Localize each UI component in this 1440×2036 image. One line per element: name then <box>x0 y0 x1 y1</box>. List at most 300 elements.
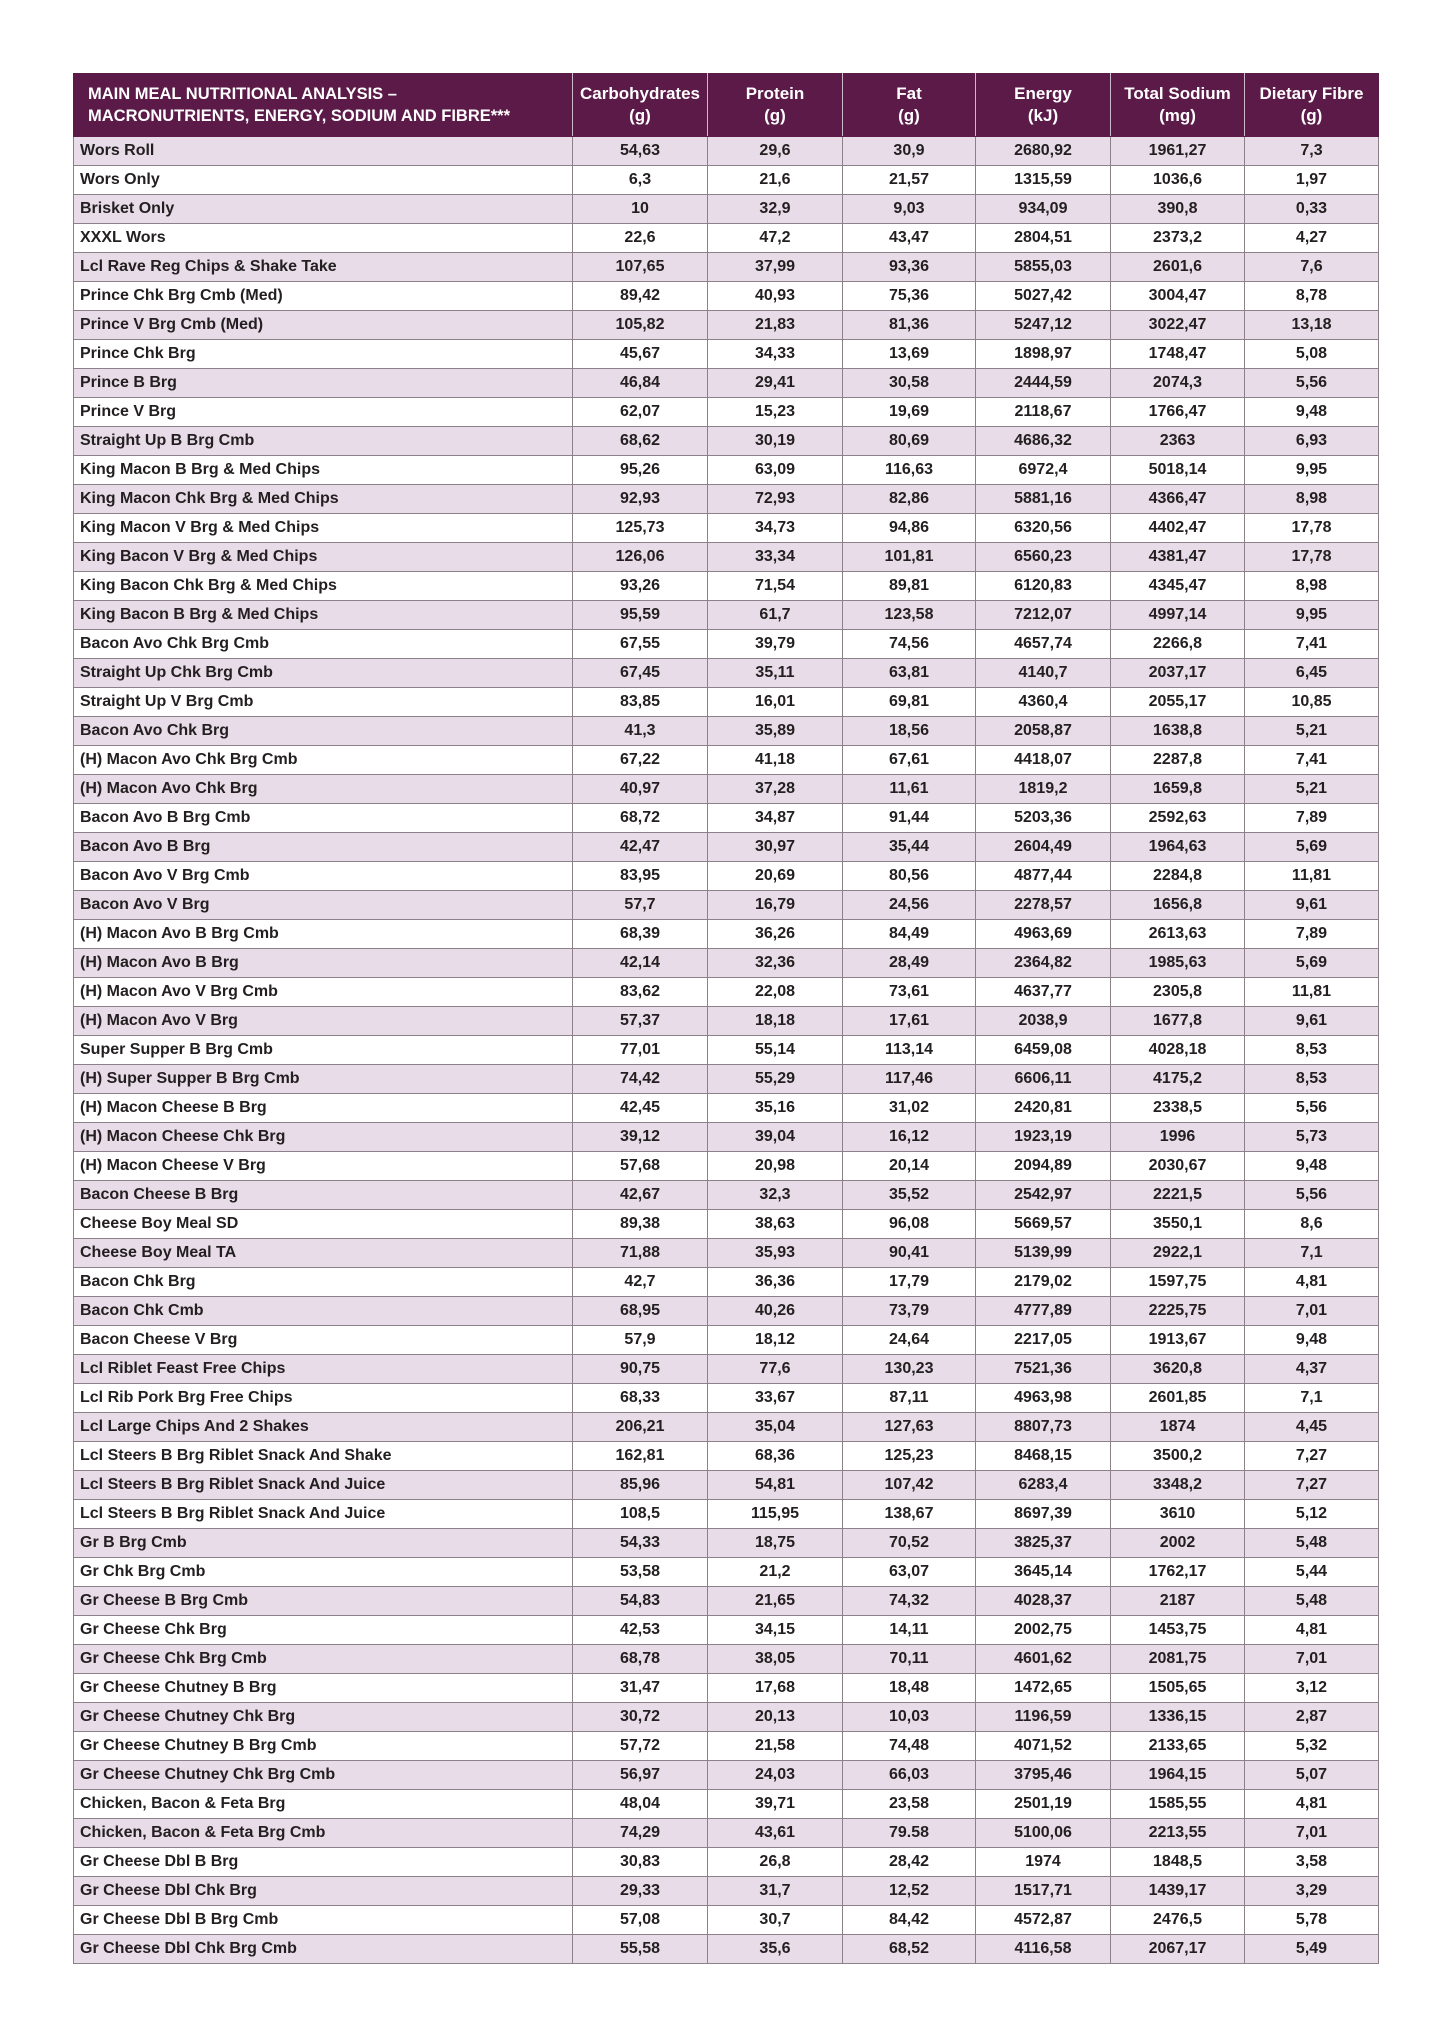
energy-cell: 2118,67 <box>976 398 1111 427</box>
carbohydrates-cell: 41,3 <box>573 717 708 746</box>
item-name-cell: Lcl Riblet Feast Free Chips <box>74 1355 573 1384</box>
item-name-cell: King Macon V Brg & Med Chips <box>74 514 573 543</box>
protein-cell: 32,3 <box>708 1181 843 1210</box>
table-row <box>74 1529 1379 1558</box>
dietary-fibre-cell: 17,78 <box>1245 543 1379 572</box>
energy-cell: 2420,81 <box>976 1094 1111 1123</box>
table-row <box>74 456 1379 485</box>
total-sodium-cell: 3022,47 <box>1111 311 1245 340</box>
fat-cell: 81,36 <box>843 311 976 340</box>
fat-cell: 19,69 <box>843 398 976 427</box>
item-name-cell: Brisket Only <box>74 195 573 224</box>
protein-cell: 21,83 <box>708 311 843 340</box>
fat-cell: 35,52 <box>843 1181 976 1210</box>
fat-cell: 123,58 <box>843 601 976 630</box>
item-name-cell: Gr Cheese Chk Brg <box>74 1616 573 1645</box>
energy-cell: 4877,44 <box>976 862 1111 891</box>
table-row <box>74 398 1379 427</box>
table-row <box>74 1384 1379 1413</box>
fat-cell: 21,57 <box>843 166 976 195</box>
protein-cell: 33,67 <box>708 1384 843 1413</box>
table-row <box>74 1587 1379 1616</box>
protein-cell: 47,2 <box>708 224 843 253</box>
carbohydrates-cell: 68,39 <box>573 920 708 949</box>
item-name-cell: Gr Cheese Chutney Chk Brg <box>74 1703 573 1732</box>
dietary-fibre-cell: 7,1 <box>1245 1384 1379 1413</box>
carbohydrates-cell: 42,14 <box>573 949 708 978</box>
item-name-cell: Bacon Chk Brg <box>74 1268 573 1297</box>
fat-cell: 31,02 <box>843 1094 976 1123</box>
item-name-cell: Gr Cheese Chk Brg Cmb <box>74 1645 573 1674</box>
protein-cell: 16,79 <box>708 891 843 920</box>
protein-cell: 38,05 <box>708 1645 843 1674</box>
fat-cell: 70,52 <box>843 1529 976 1558</box>
energy-cell: 7212,07 <box>976 601 1111 630</box>
fat-cell: 63,81 <box>843 659 976 688</box>
item-name-cell: (H) Macon Cheese B Brg <box>74 1094 573 1123</box>
carbohydrates-cell: 162,81 <box>573 1442 708 1471</box>
item-name-cell: Gr Cheese B Brg Cmb <box>74 1587 573 1616</box>
protein-cell: 35,16 <box>708 1094 843 1123</box>
protein-cell: 38,63 <box>708 1210 843 1239</box>
dietary-fibre-cell: 8,98 <box>1245 572 1379 601</box>
protein-cell: 32,9 <box>708 195 843 224</box>
item-name-cell: Straight Up Chk Brg Cmb <box>74 659 573 688</box>
table-row <box>74 1935 1379 1964</box>
table-row <box>74 485 1379 514</box>
fat-cell: 84,42 <box>843 1906 976 1935</box>
carbohydrates-cell: 42,45 <box>573 1094 708 1123</box>
energy-cell: 2364,82 <box>976 949 1111 978</box>
dietary-fibre-cell: 0,33 <box>1245 195 1379 224</box>
total-sodium-cell: 1874 <box>1111 1413 1245 1442</box>
dietary-fibre-cell: 9,48 <box>1245 1326 1379 1355</box>
fat-cell: 74,56 <box>843 630 976 659</box>
column-header-energy <box>976 74 1111 137</box>
dietary-fibre-cell: 11,81 <box>1245 862 1379 891</box>
fat-cell: 73,79 <box>843 1297 976 1326</box>
table-row <box>74 630 1379 659</box>
total-sodium-cell: 4345,47 <box>1111 572 1245 601</box>
energy-cell: 1819,2 <box>976 775 1111 804</box>
dietary-fibre-cell: 5,07 <box>1245 1761 1379 1790</box>
table-row <box>74 369 1379 398</box>
protein-cell: 21,2 <box>708 1558 843 1587</box>
energy-cell: 4657,74 <box>976 630 1111 659</box>
carbohydrates-cell: 48,04 <box>573 1790 708 1819</box>
carbohydrates-cell: 93,26 <box>573 572 708 601</box>
fat-cell: 113,14 <box>843 1036 976 1065</box>
energy-cell: 2680,92 <box>976 137 1111 166</box>
fat-cell: 66,03 <box>843 1761 976 1790</box>
carbohydrates-cell: 95,59 <box>573 601 708 630</box>
item-name-cell: Wors Roll <box>74 137 573 166</box>
energy-cell: 5247,12 <box>976 311 1111 340</box>
fat-cell: 93,36 <box>843 253 976 282</box>
item-name-cell: Straight Up B Brg Cmb <box>74 427 573 456</box>
fat-cell: 107,42 <box>843 1471 976 1500</box>
fat-cell: 116,63 <box>843 456 976 485</box>
protein-cell: 30,19 <box>708 427 843 456</box>
item-name-cell: Bacon Avo Chk Brg Cmb <box>74 630 573 659</box>
dietary-fibre-cell: 5,21 <box>1245 775 1379 804</box>
item-name-cell: Bacon Cheese V Brg <box>74 1326 573 1355</box>
dietary-fibre-cell: 5,56 <box>1245 1181 1379 1210</box>
item-name-cell: King Macon B Brg & Med Chips <box>74 456 573 485</box>
energy-cell: 3645,14 <box>976 1558 1111 1587</box>
item-name-cell: King Bacon B Brg & Med Chips <box>74 601 573 630</box>
carbohydrates-cell: 126,06 <box>573 543 708 572</box>
fat-cell: 28,42 <box>843 1848 976 1877</box>
dietary-fibre-cell: 7,01 <box>1245 1819 1379 1848</box>
fat-cell: 79.58 <box>843 1819 976 1848</box>
fat-cell: 80,56 <box>843 862 976 891</box>
total-sodium-cell: 2284,8 <box>1111 862 1245 891</box>
fat-cell: 125,23 <box>843 1442 976 1471</box>
carbohydrates-cell: 90,75 <box>573 1355 708 1384</box>
dietary-fibre-cell: 7,27 <box>1245 1471 1379 1500</box>
table-row <box>74 1413 1379 1442</box>
carbohydrates-cell: 89,38 <box>573 1210 708 1239</box>
fat-cell: 20,14 <box>843 1152 976 1181</box>
dietary-fibre-cell: 2,87 <box>1245 1703 1379 1732</box>
dietary-fibre-cell: 6,93 <box>1245 427 1379 456</box>
table-row <box>74 1471 1379 1500</box>
item-name-cell: (H) Macon Cheese V Brg <box>74 1152 573 1181</box>
carbohydrates-cell: 107,65 <box>573 253 708 282</box>
fat-cell: 67,61 <box>843 746 976 775</box>
table-row <box>74 1558 1379 1587</box>
total-sodium-cell: 2266,8 <box>1111 630 1245 659</box>
total-sodium-cell: 3610 <box>1111 1500 1245 1529</box>
dietary-fibre-cell: 8,53 <box>1245 1065 1379 1094</box>
protein-cell: 16,01 <box>708 688 843 717</box>
table-body <box>74 137 1379 1964</box>
total-sodium-cell: 1659,8 <box>1111 775 1245 804</box>
carbohydrates-cell: 53,58 <box>573 1558 708 1587</box>
protein-cell: 77,6 <box>708 1355 843 1384</box>
dietary-fibre-cell: 7,41 <box>1245 746 1379 775</box>
item-name-cell: Lcl Rave Reg Chips & Shake Take <box>74 253 573 282</box>
dietary-fibre-cell: 5,44 <box>1245 1558 1379 1587</box>
protein-cell: 35,93 <box>708 1239 843 1268</box>
total-sodium-cell: 1597,75 <box>1111 1268 1245 1297</box>
total-sodium-cell: 1766,47 <box>1111 398 1245 427</box>
carbohydrates-cell: 40,97 <box>573 775 708 804</box>
protein-cell: 29,6 <box>708 137 843 166</box>
dietary-fibre-cell: 7,01 <box>1245 1645 1379 1674</box>
item-name-cell: Bacon Avo B Brg <box>74 833 573 862</box>
total-sodium-cell: 4402,47 <box>1111 514 1245 543</box>
protein-cell: 31,7 <box>708 1877 843 1906</box>
dietary-fibre-cell: 4,27 <box>1245 224 1379 253</box>
column-header-carbohydrates <box>573 74 708 137</box>
dietary-fibre-cell: 9,61 <box>1245 891 1379 920</box>
item-name-cell: Lcl Steers B Brg Riblet Snack And Juice <box>74 1471 573 1500</box>
item-name-cell: King Macon Chk Brg & Med Chips <box>74 485 573 514</box>
protein-cell: 34,73 <box>708 514 843 543</box>
dietary-fibre-cell: 5,69 <box>1245 949 1379 978</box>
item-name-cell: Bacon Chk Cmb <box>74 1297 573 1326</box>
carbohydrates-cell: 45,67 <box>573 340 708 369</box>
table-row <box>74 340 1379 369</box>
carbohydrates-cell: 57,7 <box>573 891 708 920</box>
energy-cell: 2094,89 <box>976 1152 1111 1181</box>
item-name-cell: Gr Cheese Dbl B Brg <box>74 1848 573 1877</box>
fat-cell: 24,64 <box>843 1326 976 1355</box>
carbohydrates-cell: 42,67 <box>573 1181 708 1210</box>
total-sodium-cell: 2592,63 <box>1111 804 1245 833</box>
column-label: Dietary Fibre <box>1259 84 1364 103</box>
protein-cell: 41,18 <box>708 746 843 775</box>
dietary-fibre-cell: 17,78 <box>1245 514 1379 543</box>
table-row <box>74 1355 1379 1384</box>
protein-cell: 43,61 <box>708 1819 843 1848</box>
item-name-cell: Prince V Brg Cmb (Med) <box>74 311 573 340</box>
table-row <box>74 862 1379 891</box>
table-title-line-2: MACRONUTRIENTS, ENERGY, SODIUM AND FIBRE*** <box>88 107 510 125</box>
carbohydrates-cell: 29,33 <box>573 1877 708 1906</box>
total-sodium-cell: 4175,2 <box>1111 1065 1245 1094</box>
fat-cell: 69,81 <box>843 688 976 717</box>
energy-cell: 2278,57 <box>976 891 1111 920</box>
fat-cell: 18,56 <box>843 717 976 746</box>
table-row <box>74 1326 1379 1355</box>
carbohydrates-cell: 83,85 <box>573 688 708 717</box>
energy-cell: 4963,69 <box>976 920 1111 949</box>
total-sodium-cell: 2613,63 <box>1111 920 1245 949</box>
total-sodium-cell: 1964,63 <box>1111 833 1245 862</box>
total-sodium-cell: 3620,8 <box>1111 1355 1245 1384</box>
table-row <box>74 253 1379 282</box>
table-row <box>74 1616 1379 1645</box>
energy-cell: 5669,57 <box>976 1210 1111 1239</box>
dietary-fibre-cell: 8,78 <box>1245 282 1379 311</box>
table-row <box>74 1645 1379 1674</box>
energy-cell: 3795,46 <box>976 1761 1111 1790</box>
item-name-cell: Bacon Cheese B Brg <box>74 1181 573 1210</box>
protein-cell: 39,04 <box>708 1123 843 1152</box>
item-name-cell: Gr Cheese Dbl B Brg Cmb <box>74 1906 573 1935</box>
energy-cell: 1472,65 <box>976 1674 1111 1703</box>
protein-cell: 20,13 <box>708 1703 843 1732</box>
protein-cell: 29,41 <box>708 369 843 398</box>
fat-cell: 11,61 <box>843 775 976 804</box>
table-row <box>74 1007 1379 1036</box>
fat-cell: 75,36 <box>843 282 976 311</box>
carbohydrates-cell: 22,6 <box>573 224 708 253</box>
total-sodium-cell: 2601,85 <box>1111 1384 1245 1413</box>
carbohydrates-cell: 105,82 <box>573 311 708 340</box>
total-sodium-cell: 4028,18 <box>1111 1036 1245 1065</box>
item-name-cell: Lcl Steers B Brg Riblet Snack And Juice <box>74 1500 573 1529</box>
item-name-cell: Straight Up V Brg Cmb <box>74 688 573 717</box>
table-row <box>74 746 1379 775</box>
energy-cell: 4572,87 <box>976 1906 1111 1935</box>
dietary-fibre-cell: 7,01 <box>1245 1297 1379 1326</box>
dietary-fibre-cell: 9,95 <box>1245 456 1379 485</box>
carbohydrates-cell: 57,08 <box>573 1906 708 1935</box>
dietary-fibre-cell: 7,6 <box>1245 253 1379 282</box>
item-name-cell: Cheese Boy Meal SD <box>74 1210 573 1239</box>
column-unit: (g) <box>629 106 651 125</box>
total-sodium-cell: 1961,27 <box>1111 137 1245 166</box>
table-row <box>74 775 1379 804</box>
item-name-cell: King Bacon Chk Brg & Med Chips <box>74 572 573 601</box>
table-row <box>74 804 1379 833</box>
item-name-cell: Gr Cheese Chutney B Brg Cmb <box>74 1732 573 1761</box>
carbohydrates-cell: 68,72 <box>573 804 708 833</box>
protein-cell: 17,68 <box>708 1674 843 1703</box>
protein-cell: 68,36 <box>708 1442 843 1471</box>
column-label: Carbohydrates <box>580 84 700 103</box>
header-row <box>74 74 1379 137</box>
total-sodium-cell: 1036,6 <box>1111 166 1245 195</box>
total-sodium-cell: 2373,2 <box>1111 224 1245 253</box>
protein-cell: 34,33 <box>708 340 843 369</box>
total-sodium-cell: 2305,8 <box>1111 978 1245 1007</box>
protein-cell: 37,99 <box>708 253 843 282</box>
carbohydrates-cell: 57,72 <box>573 1732 708 1761</box>
total-sodium-cell: 1996 <box>1111 1123 1245 1152</box>
carbohydrates-cell: 67,22 <box>573 746 708 775</box>
table-header <box>74 74 1379 137</box>
table-row <box>74 1123 1379 1152</box>
table-row <box>74 1761 1379 1790</box>
energy-cell: 1974 <box>976 1848 1111 1877</box>
column-unit: (kJ) <box>1027 106 1059 125</box>
carbohydrates-cell: 68,62 <box>573 427 708 456</box>
item-name-cell: (H) Macon Cheese Chk Brg <box>74 1123 573 1152</box>
energy-cell: 4637,77 <box>976 978 1111 1007</box>
dietary-fibre-cell: 8,6 <box>1245 1210 1379 1239</box>
protein-cell: 30,7 <box>708 1906 843 1935</box>
dietary-fibre-cell: 5,48 <box>1245 1529 1379 1558</box>
fat-cell: 89,81 <box>843 572 976 601</box>
total-sodium-cell: 2476,5 <box>1111 1906 1245 1935</box>
carbohydrates-cell: 92,93 <box>573 485 708 514</box>
item-name-cell: Bacon Avo V Brg Cmb <box>74 862 573 891</box>
dietary-fibre-cell: 7,27 <box>1245 1442 1379 1471</box>
item-name-cell: (H) Macon Avo B Brg <box>74 949 573 978</box>
table-row <box>74 224 1379 253</box>
table-row <box>74 1732 1379 1761</box>
protein-cell: 34,87 <box>708 804 843 833</box>
total-sodium-cell: 2074,3 <box>1111 369 1245 398</box>
column-unit: (mg) <box>1159 106 1196 125</box>
item-name-cell: Gr Cheese Dbl Chk Brg <box>74 1877 573 1906</box>
energy-cell: 2542,97 <box>976 1181 1111 1210</box>
protein-cell: 36,36 <box>708 1268 843 1297</box>
table-row <box>74 543 1379 572</box>
fat-cell: 130,23 <box>843 1355 976 1384</box>
carbohydrates-cell: 42,53 <box>573 1616 708 1645</box>
dietary-fibre-cell: 5,32 <box>1245 1732 1379 1761</box>
fat-cell: 101,81 <box>843 543 976 572</box>
energy-cell: 6320,56 <box>976 514 1111 543</box>
protein-cell: 37,28 <box>708 775 843 804</box>
carbohydrates-cell: 46,84 <box>573 369 708 398</box>
energy-cell: 2179,02 <box>976 1268 1111 1297</box>
carbohydrates-cell: 85,96 <box>573 1471 708 1500</box>
item-name-cell: Prince V Brg <box>74 398 573 427</box>
energy-cell: 4601,62 <box>976 1645 1111 1674</box>
item-name-cell: Gr Cheese Dbl Chk Brg Cmb <box>74 1935 573 1964</box>
carbohydrates-cell: 108,5 <box>573 1500 708 1529</box>
total-sodium-cell: 2213,55 <box>1111 1819 1245 1848</box>
table-row <box>74 572 1379 601</box>
dietary-fibre-cell: 9,48 <box>1245 398 1379 427</box>
dietary-fibre-cell: 3,12 <box>1245 1674 1379 1703</box>
fat-cell: 82,86 <box>843 485 976 514</box>
column-label: Protein <box>745 84 805 103</box>
fat-cell: 13,69 <box>843 340 976 369</box>
energy-cell: 7521,36 <box>976 1355 1111 1384</box>
dietary-fibre-cell: 8,98 <box>1245 485 1379 514</box>
carbohydrates-cell: 74,42 <box>573 1065 708 1094</box>
energy-cell: 4071,52 <box>976 1732 1111 1761</box>
protein-cell: 15,23 <box>708 398 843 427</box>
carbohydrates-cell: 31,47 <box>573 1674 708 1703</box>
total-sodium-cell: 1505,65 <box>1111 1674 1245 1703</box>
item-name-cell: (H) Macon Avo V Brg Cmb <box>74 978 573 1007</box>
item-name-cell: (H) Super Supper B Brg Cmb <box>74 1065 573 1094</box>
carbohydrates-cell: 67,45 <box>573 659 708 688</box>
table-row <box>74 659 1379 688</box>
carbohydrates-cell: 77,01 <box>573 1036 708 1065</box>
dietary-fibre-cell: 8,53 <box>1245 1036 1379 1065</box>
carbohydrates-cell: 89,42 <box>573 282 708 311</box>
dietary-fibre-cell: 9,61 <box>1245 1007 1379 1036</box>
energy-cell: 4963,98 <box>976 1384 1111 1413</box>
dietary-fibre-cell: 6,45 <box>1245 659 1379 688</box>
nutrition-table <box>73 73 1379 1964</box>
fat-cell: 96,08 <box>843 1210 976 1239</box>
energy-cell: 1517,71 <box>976 1877 1111 1906</box>
dietary-fibre-cell: 4,81 <box>1245 1790 1379 1819</box>
energy-cell: 8807,73 <box>976 1413 1111 1442</box>
energy-cell: 4360,4 <box>976 688 1111 717</box>
protein-cell: 30,97 <box>708 833 843 862</box>
table-row <box>74 311 1379 340</box>
fat-cell: 74,48 <box>843 1732 976 1761</box>
energy-cell: 1898,97 <box>976 340 1111 369</box>
table-row <box>74 833 1379 862</box>
carbohydrates-cell: 95,26 <box>573 456 708 485</box>
protein-cell: 55,29 <box>708 1065 843 1094</box>
dietary-fibre-cell: 7,41 <box>1245 630 1379 659</box>
item-name-cell: Prince B Brg <box>74 369 573 398</box>
total-sodium-cell: 1762,17 <box>1111 1558 1245 1587</box>
column-header-total-sodium <box>1111 74 1245 137</box>
table-row <box>74 195 1379 224</box>
total-sodium-cell: 1453,75 <box>1111 1616 1245 1645</box>
energy-cell: 4777,89 <box>976 1297 1111 1326</box>
total-sodium-cell: 1985,63 <box>1111 949 1245 978</box>
item-name-cell: Prince Chk Brg Cmb (Med) <box>74 282 573 311</box>
table-row <box>74 1094 1379 1123</box>
energy-cell: 4140,7 <box>976 659 1111 688</box>
protein-cell: 18,18 <box>708 1007 843 1036</box>
table-row <box>74 1297 1379 1326</box>
column-header-fat <box>843 74 976 137</box>
protein-cell: 20,69 <box>708 862 843 891</box>
protein-cell: 54,81 <box>708 1471 843 1500</box>
item-name-cell: Bacon Avo Chk Brg <box>74 717 573 746</box>
energy-cell: 2604,49 <box>976 833 1111 862</box>
carbohydrates-cell: 42,47 <box>573 833 708 862</box>
fat-cell: 127,63 <box>843 1413 976 1442</box>
